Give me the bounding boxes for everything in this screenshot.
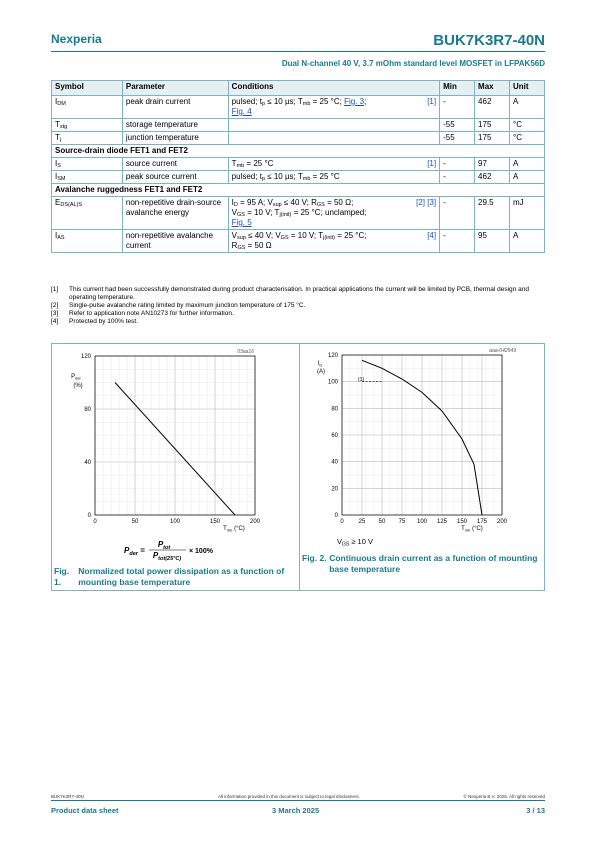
svg-text:Pder =: $P_{der}$ = xyxy=(124,546,145,557)
vgs-condition: $V_{GS} \ge 10$ V xyxy=(337,537,373,548)
section-row xyxy=(52,145,545,158)
unit-cell: mJ xyxy=(510,197,545,230)
figure-1-caption: Fig. 1. Normalized total power dissipation as a function of mounting base temperature xyxy=(54,566,285,587)
brand-name: Nexperia xyxy=(51,32,102,46)
x-tick-label: 0 xyxy=(340,519,344,525)
footnote-link[interactable]: [4] xyxy=(427,231,437,240)
footnote-link[interactable]: [1] xyxy=(427,97,437,106)
max-cell: 95 xyxy=(475,230,510,253)
x-tick-label: 125 xyxy=(436,519,448,525)
section-heading: Avalanche ruggedness FET1 and FET2 xyxy=(52,184,545,197)
conditions-cell: pulsed; $t_p \le 10$ µs; $T_{mb} = 25$ °C xyxy=(228,171,439,184)
unit-cell: A xyxy=(510,171,545,184)
conditions-cell: [4] $V_{sup} \le 40$ V; $V_{GS} = 10$ V; $T_{j(init)} = 25$ °C; $R_{GS} = 50$ Ω xyxy=(228,230,439,253)
unit-cell: A xyxy=(510,96,545,119)
footer-rule xyxy=(51,800,545,801)
min-cell: - xyxy=(440,197,475,230)
y-tick-label: 40 xyxy=(331,459,338,466)
document-subtitle: Dual N-channel 40 V, 3.7 mOhm standard level MOSFET in LFPAK56D xyxy=(281,59,545,68)
figures-panel xyxy=(51,343,545,591)
unit-cell: °C xyxy=(510,119,545,132)
symbol-cell: $T_j$ xyxy=(52,132,123,145)
max-cell: 97 xyxy=(475,158,510,171)
section-heading: Source-drain diode FET1 and FET2 xyxy=(52,145,545,158)
symbol-cell: $E_{DS(AL)S}$ xyxy=(52,197,123,230)
footnote: [2] Single-pulse avalanche rating limited by maximum junction temperature of 175 °C. xyxy=(51,302,306,309)
y-axis-label: $P_{der}$ xyxy=(71,374,81,381)
y-tick-label: 100 xyxy=(327,379,338,386)
col-header-parameter: Parameter xyxy=(122,81,228,96)
unit-cell: °C xyxy=(510,132,545,145)
x-tick-label: 50 xyxy=(378,519,386,525)
y-tick-label: 80 xyxy=(84,407,91,413)
x-tick-label: 150 xyxy=(209,519,221,525)
min-cell: - xyxy=(440,96,475,119)
parameter-cell: non-repetitive drain-source avalanche energy xyxy=(122,197,228,230)
x-tick-label: 200 xyxy=(249,519,261,525)
x-tick-label: 150 xyxy=(456,519,468,525)
y-tick-label: 0 xyxy=(87,513,91,519)
symbol-cell: $I_{SM}$ xyxy=(52,171,123,184)
symbol-cell: $I_S$ xyxy=(52,158,123,171)
footer-date: 3 March 2025 xyxy=(272,806,320,815)
max-cell: 175 xyxy=(475,119,510,132)
x-tick-label: 25 xyxy=(358,519,366,525)
y-tick-label: 120 xyxy=(327,353,338,359)
table-row xyxy=(52,197,545,230)
symbol-cell: $I_{DM}$ xyxy=(52,96,123,119)
y-tick-label: 120 xyxy=(80,354,91,360)
y-axis-unit: (%) xyxy=(73,383,83,389)
x-tick-label: 50 xyxy=(131,519,139,525)
svg-text:× 100%: × 100% xyxy=(189,548,213,555)
footer-page-number: 3 / 13 xyxy=(526,806,545,815)
max-cell: 462 xyxy=(475,96,510,119)
max-cell: 462 xyxy=(475,171,510,184)
figure-2-caption: Fig. 2. Continuous drain current as a function of mounting base temperature xyxy=(302,553,538,574)
col-header-min: Min xyxy=(440,81,475,96)
y-tick-label: 60 xyxy=(331,433,338,439)
curve-annotation: (1) xyxy=(358,377,365,383)
footnotes xyxy=(51,286,545,326)
conditions-cell: [2] [3] $I_D = 95$ A; $V_{sup} \le 40$ V; $R_{GS} = 50$ Ω; $V_{GS} = 10$ V; $T_{j(init)} = 25$ °C; unclamped; Fig. 5 xyxy=(228,197,439,230)
unit-cell: A xyxy=(510,230,545,253)
table-row xyxy=(52,119,545,132)
unit-cell: A xyxy=(510,158,545,171)
footnote: [4] Protected by 100% test. xyxy=(51,318,139,325)
svg-text:Ptot(25°C): $P_{tot(25^\circ C)}$ xyxy=(152,551,182,562)
col-header-max: Max xyxy=(475,81,510,96)
parameter-cell: source current xyxy=(122,158,228,171)
chart-code: 03aa16 xyxy=(237,349,254,355)
min-cell: -55 xyxy=(440,132,475,145)
part-number: BUK7K3R7-40N xyxy=(433,32,545,49)
conditions-cell xyxy=(228,119,439,132)
conditions-cell: [1] pulsed; $t_p \le 10$ µs; $T_{mb} = 25$ °C; Fig. 3; Fig. 4 xyxy=(228,96,439,119)
conditions-cell xyxy=(228,132,439,145)
x-tick-label: 100 xyxy=(169,519,181,525)
min-cell: -55 xyxy=(440,119,475,132)
table-row xyxy=(52,171,545,184)
conditions-cell: [1] $T_{mb} = 25$ °C xyxy=(228,158,439,171)
x-tick-label: 100 xyxy=(416,519,428,525)
y-tick-label: 20 xyxy=(331,486,338,493)
max-cell: 29.5 xyxy=(475,197,510,230)
col-header-conditions: Conditions xyxy=(228,81,439,96)
footer-disclaimer: All information provided in this document is subject to legal disclaimers. xyxy=(218,794,360,799)
x-tick-label: 200 xyxy=(496,519,508,525)
figure-link[interactable]: Fig. 4 xyxy=(231,107,252,116)
x-axis-label: $T_{mb}$ (°C) xyxy=(461,526,483,533)
footer-doc-id: BUK7K3R7-40N xyxy=(51,794,84,799)
limiting-values-table xyxy=(51,80,545,253)
parameter-cell: peak drain current xyxy=(122,96,228,119)
chart-code: aaa-042549 xyxy=(489,348,516,354)
symbol-cell: $I_{AS}$ xyxy=(52,230,123,253)
symbol-cell: $T_{stg}$ xyxy=(52,119,123,132)
col-header-unit: Unit xyxy=(510,81,545,96)
svg-text:Ptot: $P_{tot}$ xyxy=(157,540,171,551)
col-header-symbol: Symbol xyxy=(52,81,123,96)
y-axis-unit: (A) xyxy=(317,369,325,375)
y-tick-label: 0 xyxy=(334,513,338,519)
x-tick-label: 75 xyxy=(398,519,406,525)
figure-link[interactable]: Fig. 3 xyxy=(344,97,365,106)
footer-doc-type: Product data sheet xyxy=(51,806,119,815)
footnote: [1] This current had been successfully demonstrated during product characterisation. In practical applications the current will be limited by PCB, thermal design and operating temperature. xyxy=(51,286,529,301)
table-header-row xyxy=(52,81,545,96)
y-axis-label: $I_D$ xyxy=(317,361,323,368)
parameter-cell: non-repetitive avalanche current xyxy=(122,230,228,253)
table-row xyxy=(52,230,545,253)
figure-link[interactable]: Fig. 5 xyxy=(231,218,252,227)
x-tick-label: 0 xyxy=(93,519,97,525)
table-row xyxy=(52,96,545,119)
section-row xyxy=(52,184,545,197)
footnote-link[interactable]: [1] xyxy=(427,159,437,168)
x-axis-label: $T_{mb}$ (°C) xyxy=(223,526,245,533)
table-row xyxy=(52,132,545,145)
footer-copyright: © Nexperia B.V. 2025. All rights reserved xyxy=(463,794,545,799)
header-rule xyxy=(51,51,545,52)
max-cell: 175 xyxy=(475,132,510,145)
footnote-link[interactable]: [2] [3] xyxy=(416,198,437,207)
y-tick-label: 40 xyxy=(84,460,91,466)
min-cell: - xyxy=(440,158,475,171)
y-tick-label: 80 xyxy=(331,406,338,413)
footnote: [3] Refer to application note AN10273 for further information. xyxy=(51,310,234,317)
x-tick-label: 175 xyxy=(476,519,488,525)
min-cell: - xyxy=(440,230,475,253)
derating-formula xyxy=(124,540,214,562)
parameter-cell: peak source current xyxy=(122,171,228,184)
parameter-cell: junction temperature xyxy=(122,132,228,145)
power-derating-chart xyxy=(52,344,298,589)
min-cell: - xyxy=(440,171,475,184)
table-row xyxy=(52,158,545,171)
parameter-cell: storage temperature xyxy=(122,119,228,132)
